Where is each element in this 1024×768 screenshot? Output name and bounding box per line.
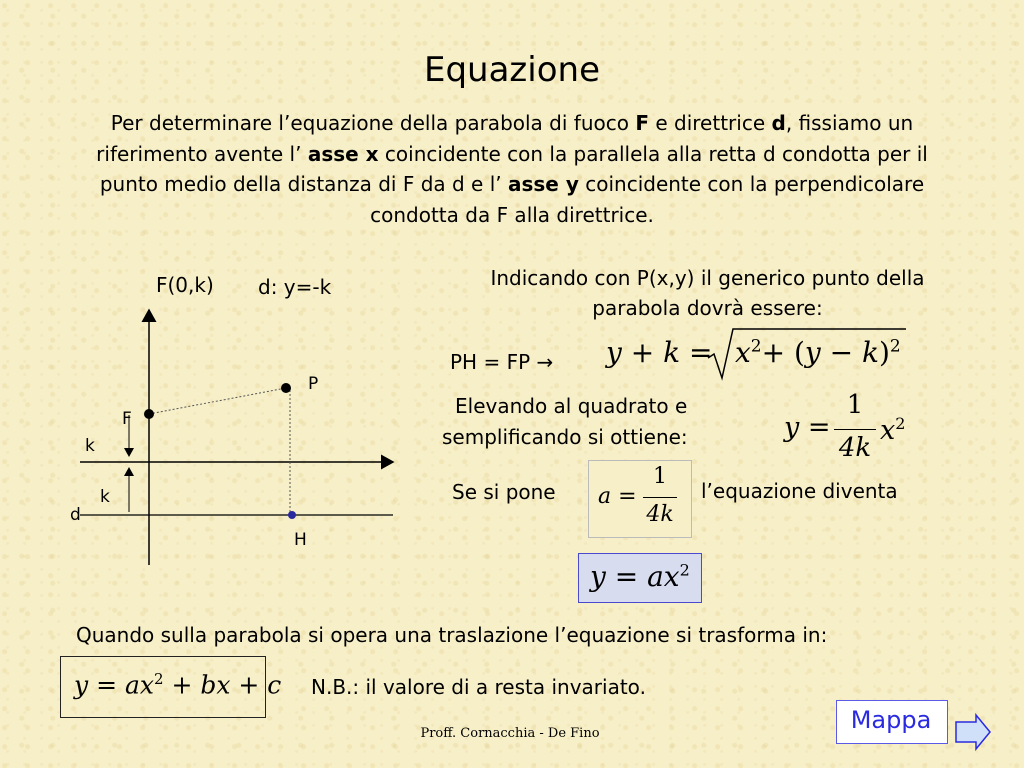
label-d: d (70, 505, 81, 525)
label-F: F (122, 409, 132, 429)
ph-plus: + ( (761, 336, 805, 369)
label-P: P (308, 374, 319, 394)
intro-text-1: Per determinare l’equazione della parabola di fuoco (110, 111, 636, 135)
ph-lhs: y + k = (606, 336, 713, 369)
a-lhs: a = (598, 484, 637, 509)
simp-exp: 2 (895, 414, 906, 433)
arrow-icon: → (536, 350, 554, 374)
intro-asse-y: asse y (508, 172, 579, 196)
simp-numerator: 1 (846, 390, 864, 420)
ph-y: y (804, 336, 821, 369)
label-k-lower: k (100, 487, 110, 507)
ph-x: x (735, 336, 751, 369)
elevando-line2: semplificando si ottiene: (442, 425, 688, 449)
traslazione-text: Quando sulla parabola si opera una traslazione l’equazione si trasforma in: (76, 623, 828, 647)
nb-text: N.B.: il valore di a resta invariato. (311, 675, 646, 699)
indicando-text: Indicando con P(x,y) il generico punto della parabola dovrà essere: (490, 266, 925, 320)
mappa-label[interactable]: Mappa (850, 706, 932, 734)
intro-F: F (635, 111, 649, 135)
a-numerator: 1 (653, 464, 667, 489)
directrix-equation: d: y=-k (258, 275, 332, 299)
result-lhs: y = ax (590, 560, 680, 593)
ph-minus: − (820, 336, 863, 369)
label-H: H (294, 530, 307, 550)
simp-lhs: y = (784, 412, 831, 443)
elevando-line1: Elevando al quadrato e (455, 394, 688, 418)
intro-text-4: coincidente con la parallela alla retta d condotta per il punto medio della distanza di F da d e l’ (99, 141, 928, 196)
general-rest: + bx + c (163, 670, 282, 700)
intro-text-2: e direttrice (649, 111, 772, 135)
intro-asse-x: asse x (307, 141, 379, 166)
simp-x (880, 414, 905, 446)
ph-exp1: 2 (750, 336, 762, 357)
focus-coords: F(0,k) (156, 273, 214, 297)
result-formula (590, 560, 690, 593)
label-k-upper: k (85, 436, 95, 456)
ph-exp2: 2 (889, 336, 901, 357)
intro-d: d (771, 111, 786, 135)
a-denominator: 4k (646, 502, 674, 527)
slide-title: Equazione (423, 50, 600, 90)
a-fraction-bar (643, 497, 677, 498)
footer-credits: Proff. Cornacchia - De Fino (420, 726, 600, 741)
simp-x-var: x (880, 415, 896, 446)
intro-text-5: coincidente con la perpendicolare condotta da F alla direttrice. (370, 172, 925, 227)
general-formula (74, 670, 281, 699)
intro-text-3: , fissiamo un riferimento avente l’ (96, 111, 914, 166)
simp-denominator: 4k (838, 433, 872, 463)
next-arrow-icon[interactable] (954, 712, 994, 752)
general-exp: 2 (153, 670, 164, 688)
result-exp: 2 (679, 560, 690, 580)
ph-rhs (735, 336, 901, 369)
ph-close: ) (878, 336, 890, 369)
se-si-pone: Se si pone (452, 480, 556, 504)
ph-fp-text: PH = FP (450, 350, 531, 374)
ph-k: k (862, 336, 879, 369)
general-lhs: y = ax (74, 670, 154, 700)
diventa-text: l’equazione diventa (701, 479, 898, 503)
simp-fraction-bar (834, 429, 876, 430)
